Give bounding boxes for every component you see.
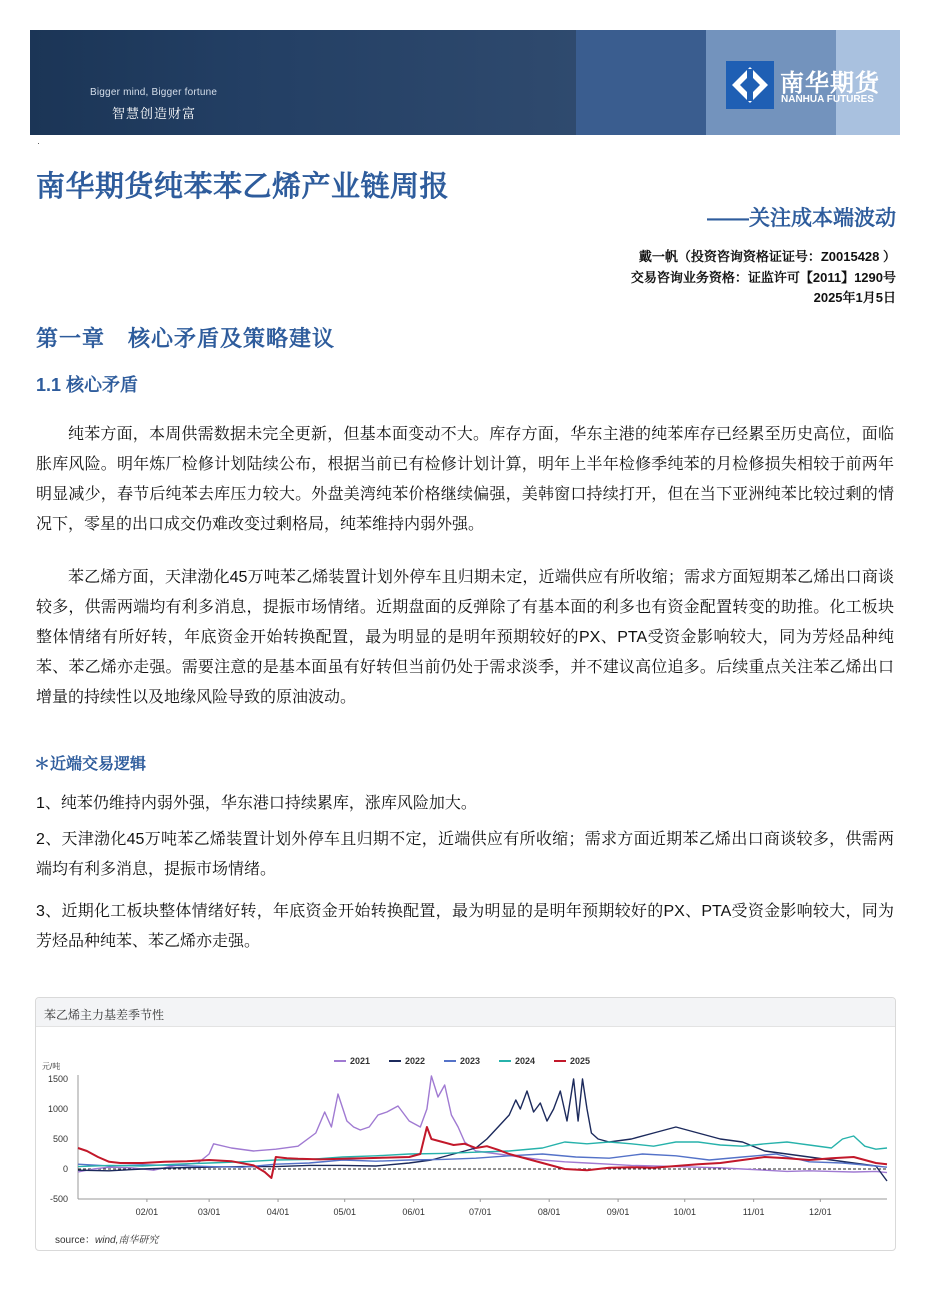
x-tick-label: 08/01 [537,1207,561,1217]
paragraph-styrene: 苯乙烯方面，天津渤化45万吨苯乙烯装置计划外停车且归期未定，近端供应有所收缩；需求方面短期苯乙烯出口商谈较多，供需两端均有利多消息，提振市场情绪。近期盘面的反弹除了有基本面的利多也有资金配置转变的助推。化工板块整体情绪有所好转，年底资金开始转换配置，最为明显的是明年预期较好的PX、PTA受资金影响较大，同为芳烃品种纯苯、苯乙烯亦走强。需要注意的是基本面虽有好转但当前仍处于需求淡季，并不建议高位追多。后续重点关注苯乙烯出口增量的持续性以及地缘风险导致的原油波动。 [36,569,894,706]
chapter-heading: 第一章 核心矛盾及策略建议 [36,326,336,351]
legend-label-2025: 2025 [570,1056,591,1066]
logic-item-1: 1、纯苯仍维持内弱外强，华东港口持续累库，涨库风险加大。 [36,795,477,812]
header-banner [30,30,900,135]
logic-item-3: 3、近期化工板块整体情绪好转，年底资金开始转换配置，最为明显的是明年预期较好的PX、PTA受资金影响较大，同为芳烃品种纯苯、苯乙烯亦走强。 [36,903,894,950]
page-mark: · [37,138,40,148]
slogan-chinese: 智慧创造财富 [112,106,197,121]
author-line: 戴一帆（投资咨询资格证证号：Z0015428 ） [638,249,896,264]
y-tick-label: 1500 [47,1074,68,1084]
legend-label-2023: 2023 [460,1056,481,1066]
logo-text-chinese: 南华期货 [780,70,880,97]
banner-panel-mid [576,30,706,135]
report-date: 2025年1月5日 [813,290,896,305]
x-tick-label: 11/01 [742,1207,765,1217]
x-tick-label: 04/01 [266,1207,290,1217]
x-tick-label: 09/01 [606,1207,630,1217]
chart-source [55,1231,158,1246]
chart-title: 苯乙烯主力基差季节性 [44,1008,165,1022]
legend-label-2024: 2024 [515,1056,536,1066]
x-tick-label: 02/01 [135,1207,159,1217]
y-tick-label: 1000 [47,1104,68,1114]
nanhua-logo [726,61,896,111]
y-tick-label: 500 [52,1134,68,1144]
x-tick-label: 05/01 [333,1207,356,1217]
x-tick-label: 12/01 [809,1207,832,1217]
source-label: source： [55,1235,96,1246]
source-text: wind,南华研究 [95,1235,159,1246]
logic-item-2: 2、天津渤化45万吨苯乙烯装置计划外停车且归期不定，近端供应有所收缩；需求方面近期苯乙烯出口商谈较多，供需两端均有利多消息，提振市场情绪。 [36,831,894,878]
x-tick-label: 07/01 [469,1207,492,1217]
paragraph-benzene: 纯苯方面，本周供需数据未完全更新，但基本面变动不大。库存方面，华东主港的纯苯库存已经累至历史高位，面临胀库风险。明年炼厂检修计划陆续公布，根据当前已有检修计划计算，明年上半年检修季纯苯的月检修损失相较于前两年明显减少，春节后纯苯去库压力较大。外盘美湾纯苯价格继续偏强，美韩窗口持续打开，但在当下亚洲纯苯比较过剩的情况下，零星的出口成交仍难改变过剩格局，纯苯维持内弱外强。 [36,426,894,533]
x-tick-label: 10/01 [673,1207,697,1217]
y-axis-label: 元/吨 [42,1062,61,1071]
legend-label-2021: 2021 [350,1056,371,1066]
logo-text-english: NANHUA FUTURES [781,94,874,105]
section-heading: 1.1 核心矛盾 [36,375,139,395]
basis-seasonal-chart [36,998,895,1250]
x-tick-label: 06/01 [402,1207,425,1217]
report-title: 南华期货纯苯苯乙烯产业链周报 [36,171,450,203]
report-subtitle: ——关注成本端波动 [707,207,896,230]
license-line: 交易咨询业务资格：证监许可【2011】1290号 [630,270,896,285]
nanhua-logo-icon [726,61,774,109]
y-tick-label: 0 [62,1164,68,1174]
chart-panel [35,997,896,1251]
y-tick-label: -500 [49,1194,68,1204]
legend-label-2022: 2022 [405,1056,426,1066]
x-tick-label: 03/01 [197,1207,221,1217]
logic-heading: ＊近端交易逻辑 [34,756,147,773]
slogan-english: Bigger mind, Bigger fortune [90,87,218,98]
